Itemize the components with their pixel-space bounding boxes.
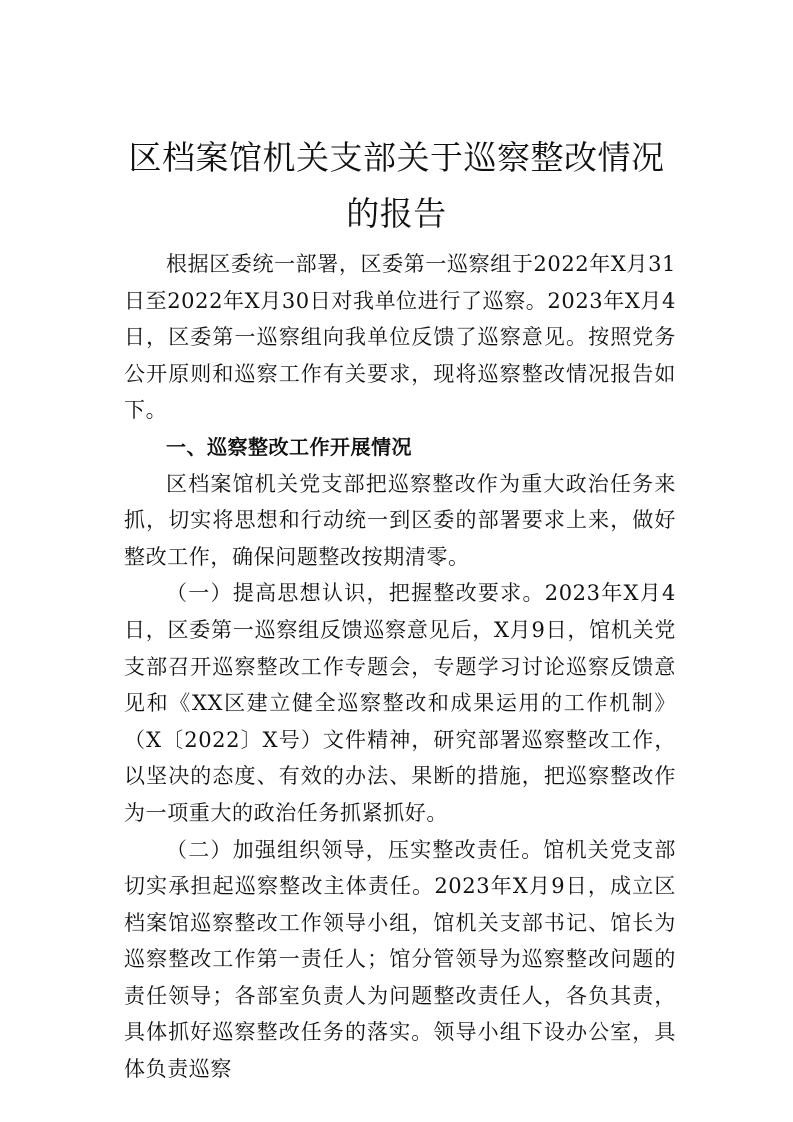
item-two-lead: （二）加强组织领导，压实整改责任。: [166, 837, 544, 862]
section-heading: 一、巡察整改工作开展情况: [166, 434, 412, 459]
item-one-paragraph: [124, 575, 676, 831]
item-one-body: 2023年X月4日，区委第一巡察组反馈巡察意见后，X月9日，馆机关党支部召开巡察整改工作专题会，专题学习讨论巡察反馈意见和《XX区建立健全巡察整改和成果运用的工作机制》（X〔2022〕X号）文件精神，研究部署巡察整改工作，以坚决的态度、有效的办法、果断的措施，把巡察整改作为一项重大的政治任务抓紧抓好。: [124, 581, 676, 825]
document-body: [124, 246, 676, 1088]
item-one-lead: （一）提高思想认识，把握整改要求。: [166, 581, 545, 606]
item-two-body: 馆机关党支部切实承担起巡察整改主体责任。2023年X月9日，成立区档案馆巡察整改工作领导小组，馆机关支部书记、馆长为巡察整改工作第一责任人；馆分管领导为巡察整改问题的责任领导；各部室负责人为问题整改责任人，各负其责，具体抓好巡察整改任务的落实。领导小组下设办公室，具体负责巡察: [124, 837, 676, 1082]
section-paragraph: 区档案馆机关党支部把巡察整改作为重大政治任务来抓，切实将思想和行动统一到区委的部署要求上来，做好整改工作，确保问题整改按期清零。: [124, 471, 676, 569]
intro-paragraph: 根据区委统一部署，区委第一巡察组于2022年X月31日至2022年X月30日对我单位进行了巡察。2023年X月4日，区委第一巡察组向我单位反馈了巡察意见。按照党务公开原则和巡察工作有关要求，现将巡察整改情况报告如下。: [124, 252, 676, 423]
document-title: 区档案馆机关支部关于巡察整改情况的报告: [128, 138, 665, 233]
item-two-paragraph: [124, 832, 676, 1088]
